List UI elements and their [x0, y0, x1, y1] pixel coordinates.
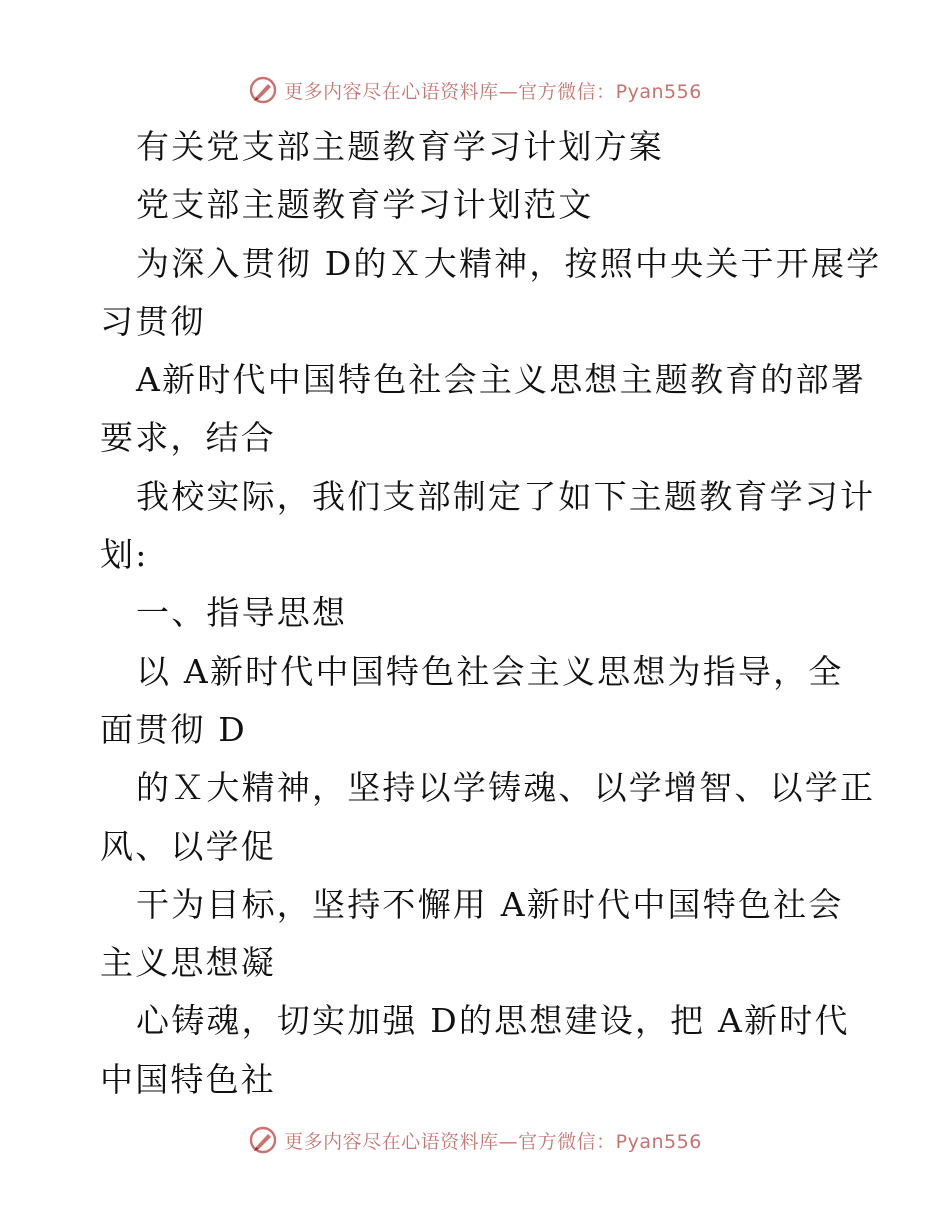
text-line: 习贯彻 — [100, 301, 206, 341]
text-line: 主义思想凝 — [100, 943, 276, 983]
text-line: 党支部主题教育学习计划范文 — [136, 185, 594, 225]
text-line: 为深入贯彻 D的Ｘ大精神，按照中央关于开展学 — [136, 243, 882, 283]
watermark-text: 更多内容尽在心语资料库—官方微信：Pyan556 — [284, 80, 702, 103]
text-line: 面贯彻 D — [100, 709, 247, 749]
text-line: 要求，结合 — [100, 418, 276, 458]
text-line: 我校实际，我们支部制定了如下主题教育学习计 — [136, 476, 876, 516]
text-line: 心铸魂，切实加强 D的思想建设，把 A新时代 — [136, 1001, 850, 1041]
watermark-banner-top — [0, 70, 950, 110]
text-line: 有关党支部主题教育学习计划方案 — [136, 127, 664, 166]
watermark-text: 更多内容尽在心语资料库—官方微信：Pyan556 — [284, 1130, 702, 1153]
text-line: 以 A新时代中国特色社会主义思想为指导，全 — [136, 651, 844, 691]
text-line: 一、指导思想 — [136, 593, 348, 633]
document-body — [100, 118, 882, 1109]
watermark-banner-bottom — [0, 1120, 950, 1160]
text-line: A新时代中国特色社会主义思想主题教育的部署 — [136, 360, 867, 400]
red-pen-logo-icon — [248, 75, 278, 105]
text-line: 风、以学促 — [100, 826, 276, 866]
text-line: 中国特色社 — [100, 1059, 276, 1099]
text-line: 的Ｘ大精神，坚持以学铸魂、以学增智、以学正 — [136, 768, 876, 808]
text-line: 干为目标，坚持不懈用 A新时代中国特色社会 — [136, 884, 844, 924]
text-line: 划: — [100, 535, 149, 575]
red-pen-logo-icon — [248, 1125, 278, 1155]
